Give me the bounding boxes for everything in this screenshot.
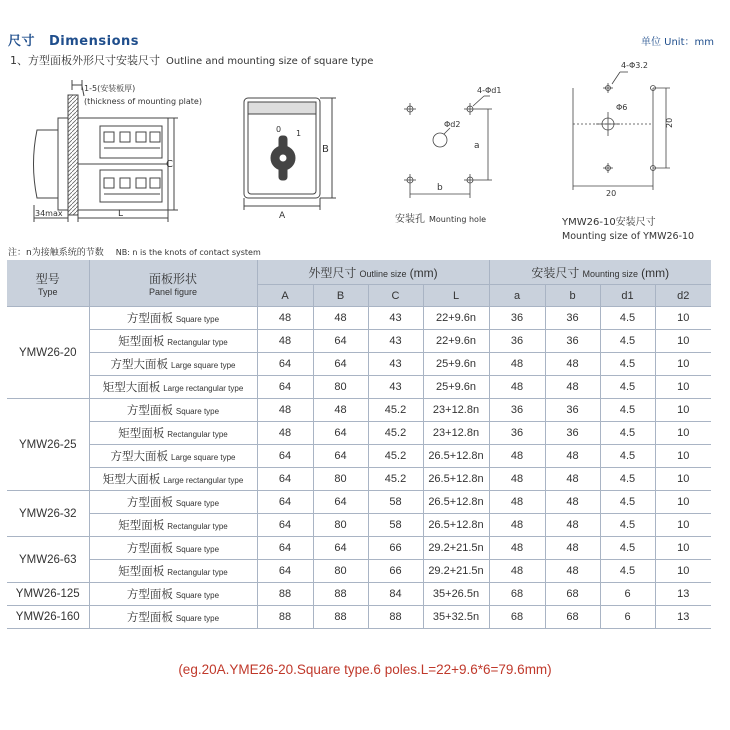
header-outline-cn: 外型尺寸 bbox=[308, 265, 357, 280]
value-cell: 88 bbox=[313, 606, 368, 629]
header-col-d1: d1 bbox=[600, 285, 655, 307]
value-cell: 23+12.8n bbox=[423, 399, 489, 422]
table-row bbox=[7, 537, 711, 560]
title-en: Dimensions bbox=[49, 34, 139, 49]
value-cell: 13 bbox=[655, 583, 711, 606]
panel-cell bbox=[89, 422, 257, 445]
ymw10-caption-2: Mounting size of YMW26-10 bbox=[562, 231, 695, 242]
value-cell: 26.5+12.8n bbox=[423, 514, 489, 537]
panel-cell bbox=[89, 353, 257, 376]
value-cell: 29.2+21.5n bbox=[423, 537, 489, 560]
value-cell: 64 bbox=[313, 445, 368, 468]
value-cell: 64 bbox=[257, 468, 313, 491]
panel-en: Large square type bbox=[171, 361, 236, 370]
panel-cn: 方型面板 bbox=[126, 405, 173, 417]
front-pos-0: 0 bbox=[276, 125, 282, 134]
value-cell: 48 bbox=[545, 514, 600, 537]
table-header-row-1 bbox=[7, 260, 711, 285]
header-col-B: B bbox=[313, 285, 368, 307]
table-row bbox=[7, 491, 711, 514]
value-cell: 48 bbox=[257, 399, 313, 422]
panel-en: Square type bbox=[175, 545, 220, 554]
table-row bbox=[7, 606, 711, 629]
model-cell: YMW26-20 bbox=[7, 307, 89, 399]
value-cell: 64 bbox=[313, 491, 368, 514]
header-type-cn: 型号 bbox=[35, 271, 60, 286]
value-cell: 26.5+12.8n bbox=[423, 468, 489, 491]
value-cell: 48 bbox=[257, 307, 313, 330]
panel-en: Large square type bbox=[171, 453, 236, 462]
front-pos-1: 1 bbox=[296, 129, 302, 138]
dim-l-label: L bbox=[118, 209, 124, 219]
value-cell: 36 bbox=[489, 399, 545, 422]
value-cell: 4.5 bbox=[600, 422, 655, 445]
panel-cell bbox=[89, 468, 257, 491]
plate-thickness-en: (thickness of mounting plate) bbox=[84, 97, 202, 106]
value-cell: 4.5 bbox=[600, 399, 655, 422]
value-cell: 45.2 bbox=[368, 445, 423, 468]
table-row bbox=[7, 307, 711, 330]
dim-c-label: C bbox=[166, 159, 173, 170]
value-cell: 48 bbox=[489, 445, 545, 468]
value-cell: 10 bbox=[655, 445, 711, 468]
value-cell: 26.5+12.8n bbox=[423, 491, 489, 514]
value-cell: 68 bbox=[545, 606, 600, 629]
value-cell: 36 bbox=[489, 307, 545, 330]
panel-cn: 方型面板 bbox=[126, 612, 173, 624]
value-cell: 6 bbox=[600, 606, 655, 629]
hole-d2-label: Φd2 bbox=[444, 120, 461, 129]
table-row bbox=[7, 353, 711, 376]
header-outline-en: Outline size bbox=[359, 268, 407, 279]
value-cell: 64 bbox=[257, 353, 313, 376]
value-cell: 10 bbox=[655, 399, 711, 422]
hole-b-label: b bbox=[437, 183, 443, 193]
panel-cn: 矩型大面板 bbox=[102, 474, 161, 486]
value-cell: 10 bbox=[655, 491, 711, 514]
panel-cell bbox=[89, 376, 257, 399]
table-row bbox=[7, 330, 711, 353]
value-cell: 4.5 bbox=[600, 353, 655, 376]
value-cell: 10 bbox=[655, 376, 711, 399]
value-cell: 25+9.6n bbox=[423, 376, 489, 399]
value-cell: 48 bbox=[545, 491, 600, 514]
panel-en: Square type bbox=[175, 614, 220, 623]
title-cn: 尺寸 bbox=[8, 34, 36, 49]
header-col-a: a bbox=[489, 285, 545, 307]
panel-cell bbox=[89, 606, 257, 629]
value-cell: 22+9.6n bbox=[423, 330, 489, 353]
panel-cell bbox=[89, 583, 257, 606]
value-cell: 36 bbox=[545, 307, 600, 330]
value-cell: 13 bbox=[655, 606, 711, 629]
header-mounting-en: Mounting size bbox=[582, 268, 639, 279]
value-cell: 48 bbox=[489, 468, 545, 491]
value-cell: 80 bbox=[313, 468, 368, 491]
ymw10-d32-label: 4-Φ3.2 bbox=[621, 61, 648, 70]
value-cell: 10 bbox=[655, 537, 711, 560]
value-cell: 64 bbox=[257, 491, 313, 514]
value-cell: 36 bbox=[545, 399, 600, 422]
value-cell: 48 bbox=[257, 422, 313, 445]
panel-en: Square type bbox=[175, 591, 220, 600]
value-cell: 26.5+12.8n bbox=[423, 445, 489, 468]
value-cell: 68 bbox=[545, 583, 600, 606]
value-cell: 48 bbox=[545, 537, 600, 560]
value-cell: 36 bbox=[545, 422, 600, 445]
panel-cn: 方型面板 bbox=[126, 497, 173, 509]
header-col-A: A bbox=[257, 285, 313, 307]
header-panel-en: Panel figure bbox=[148, 286, 198, 297]
panel-en: Large rectangular type bbox=[163, 476, 244, 485]
value-cell: 6 bbox=[600, 583, 655, 606]
ymw26-10-drawing bbox=[573, 72, 670, 190]
value-cell: 88 bbox=[257, 583, 313, 606]
value-cell: 22+9.6n bbox=[423, 307, 489, 330]
value-cell: 35+26.5n bbox=[423, 583, 489, 606]
value-cell: 64 bbox=[257, 537, 313, 560]
header-col-C: C bbox=[368, 285, 423, 307]
value-cell: 48 bbox=[489, 376, 545, 399]
value-cell: 10 bbox=[655, 514, 711, 537]
header-outline-unit: (mm) bbox=[409, 265, 438, 280]
value-cell: 64 bbox=[313, 537, 368, 560]
value-cell: 4.5 bbox=[600, 537, 655, 560]
value-cell: 48 bbox=[489, 491, 545, 514]
dim-a-label: A bbox=[279, 211, 286, 221]
value-cell: 48 bbox=[489, 353, 545, 376]
ymw10-caption-1: YMW26-10安装尺寸 bbox=[562, 217, 656, 228]
ymw10-d6-label: Φ6 bbox=[616, 103, 628, 112]
value-cell: 4.5 bbox=[600, 468, 655, 491]
panel-cell bbox=[89, 330, 257, 353]
model-cell: YMW26-125 bbox=[7, 583, 89, 606]
table-row bbox=[7, 468, 711, 491]
value-cell: 36 bbox=[545, 330, 600, 353]
table-row bbox=[7, 376, 711, 399]
value-cell: 88 bbox=[368, 606, 423, 629]
header-mounting-cn: 安装尺寸 bbox=[531, 265, 580, 280]
table-row bbox=[7, 560, 711, 583]
value-cell: 64 bbox=[257, 376, 313, 399]
header-col-d2: d2 bbox=[655, 285, 711, 307]
value-cell: 4.5 bbox=[600, 330, 655, 353]
panel-cn: 矩型面板 bbox=[118, 428, 165, 440]
value-cell: 4.5 bbox=[600, 376, 655, 399]
value-cell: 4.5 bbox=[600, 514, 655, 537]
value-cell: 10 bbox=[655, 330, 711, 353]
note-cn: 注：n为接触系统的节数 bbox=[8, 248, 104, 258]
value-cell: 10 bbox=[655, 468, 711, 491]
value-cell: 48 bbox=[313, 307, 368, 330]
panel-en: Rectangular type bbox=[167, 338, 228, 347]
value-cell: 48 bbox=[545, 353, 600, 376]
value-cell: 36 bbox=[489, 422, 545, 445]
plate-thickness-cn: 1-5(安装板厚) bbox=[84, 84, 136, 93]
value-cell: 43 bbox=[368, 307, 423, 330]
value-cell: 58 bbox=[368, 514, 423, 537]
panel-cell bbox=[89, 399, 257, 422]
value-cell: 64 bbox=[313, 422, 368, 445]
hole-caption-cn: 安装孔 bbox=[395, 214, 425, 225]
model-cell: YMW26-160 bbox=[7, 606, 89, 629]
value-cell: 48 bbox=[489, 537, 545, 560]
panel-cn: 矩型面板 bbox=[118, 566, 165, 578]
header-panel-cn: 面板形状 bbox=[148, 271, 197, 286]
value-cell: 64 bbox=[257, 560, 313, 583]
spec-table bbox=[7, 260, 711, 629]
value-cell: 25+9.6n bbox=[423, 353, 489, 376]
panel-en: Square type bbox=[175, 315, 220, 324]
value-cell: 4.5 bbox=[600, 491, 655, 514]
table-row bbox=[7, 514, 711, 537]
value-cell: 64 bbox=[313, 330, 368, 353]
panel-cn: 矩型面板 bbox=[118, 336, 165, 348]
header-col-b: b bbox=[545, 285, 600, 307]
table-row bbox=[7, 399, 711, 422]
value-cell: 45.2 bbox=[368, 468, 423, 491]
model-cell: YMW26-25 bbox=[7, 399, 89, 491]
ymw10-dim20-vertical: 20 bbox=[665, 117, 674, 128]
value-cell: 80 bbox=[313, 376, 368, 399]
value-cell: 80 bbox=[313, 560, 368, 583]
panel-cn: 矩型面板 bbox=[118, 520, 165, 532]
value-cell: 48 bbox=[545, 445, 600, 468]
header-col-L: L bbox=[423, 285, 489, 307]
dim-34max-label: 34max bbox=[35, 209, 63, 218]
header-mounting bbox=[489, 260, 711, 285]
hole-caption-en: Mounting hole bbox=[429, 215, 487, 224]
ymw10-dim20-horizontal: 20 bbox=[606, 189, 617, 198]
hole-d1-label: 4-Φd1 bbox=[477, 86, 502, 95]
value-cell: 64 bbox=[313, 353, 368, 376]
model-cell: YMW26-63 bbox=[7, 537, 89, 583]
mounting-hole-caption bbox=[395, 212, 486, 225]
panel-cn: 方型面板 bbox=[126, 589, 173, 601]
value-cell: 45.2 bbox=[368, 399, 423, 422]
value-cell: 48 bbox=[545, 560, 600, 583]
panel-en: Square type bbox=[175, 499, 220, 508]
panel-cn: 方型大面板 bbox=[110, 359, 168, 371]
value-cell: 23+12.8n bbox=[423, 422, 489, 445]
header-outline bbox=[257, 260, 489, 285]
hole-a-label: a bbox=[474, 141, 480, 151]
value-cell: 48 bbox=[313, 399, 368, 422]
header-mounting-unit: (mm) bbox=[641, 265, 670, 280]
panel-cn: 矩型大面板 bbox=[102, 382, 161, 394]
header-type bbox=[7, 260, 89, 307]
value-cell: 48 bbox=[489, 514, 545, 537]
table-row bbox=[7, 422, 711, 445]
value-cell: 10 bbox=[655, 560, 711, 583]
value-cell: 66 bbox=[368, 537, 423, 560]
value-cell: 48 bbox=[489, 560, 545, 583]
value-cell: 43 bbox=[368, 353, 423, 376]
note bbox=[8, 245, 261, 258]
value-cell: 68 bbox=[489, 606, 545, 629]
value-cell: 88 bbox=[313, 583, 368, 606]
value-cell: 29.2+21.5n bbox=[423, 560, 489, 583]
value-cell: 43 bbox=[368, 330, 423, 353]
panel-cn: 方型面板 bbox=[126, 543, 173, 555]
panel-en: Rectangular type bbox=[167, 522, 228, 531]
value-cell: 64 bbox=[257, 445, 313, 468]
example-calculation: (eg.20A.YME26-20.Square type.6 poles.L=22+9.6*6=79.6mm) bbox=[178, 662, 552, 677]
spec-table-body bbox=[7, 307, 711, 629]
subtitle-en: Outline and mounting size of square type bbox=[166, 56, 374, 67]
value-cell: 88 bbox=[257, 606, 313, 629]
panel-cell bbox=[89, 537, 257, 560]
value-cell: 48 bbox=[257, 330, 313, 353]
technical-drawings bbox=[0, 0, 730, 258]
panel-cell bbox=[89, 560, 257, 583]
panel-en: Rectangular type bbox=[167, 430, 228, 439]
value-cell: 36 bbox=[489, 330, 545, 353]
panel-cn: 方型面板 bbox=[126, 313, 173, 325]
value-cell: 84 bbox=[368, 583, 423, 606]
value-cell: 10 bbox=[655, 422, 711, 445]
note-en: NB: n is the knots of contact system bbox=[115, 248, 261, 257]
panel-en: Large rectangular type bbox=[163, 384, 244, 393]
table-row bbox=[7, 583, 711, 606]
subtitle-cn: 1、方型面板外形尺寸安装尺寸 bbox=[10, 54, 160, 67]
value-cell: 10 bbox=[655, 353, 711, 376]
value-cell: 48 bbox=[545, 468, 600, 491]
value-cell: 4.5 bbox=[600, 445, 655, 468]
panel-cell bbox=[89, 307, 257, 330]
dim-b-label: B bbox=[322, 144, 329, 155]
header-type-en: Type bbox=[37, 286, 58, 297]
panel-cell bbox=[89, 491, 257, 514]
value-cell: 35+32.5n bbox=[423, 606, 489, 629]
panel-cell bbox=[89, 514, 257, 537]
value-cell: 4.5 bbox=[600, 307, 655, 330]
panel-cell bbox=[89, 445, 257, 468]
table-row bbox=[7, 445, 711, 468]
value-cell: 64 bbox=[257, 514, 313, 537]
value-cell: 68 bbox=[489, 583, 545, 606]
unit-label: 单位 Unit：mm bbox=[640, 37, 714, 48]
value-cell: 4.5 bbox=[600, 560, 655, 583]
panel-en: Rectangular type bbox=[167, 568, 228, 577]
model-cell: YMW26-32 bbox=[7, 491, 89, 537]
value-cell: 10 bbox=[655, 307, 711, 330]
value-cell: 66 bbox=[368, 560, 423, 583]
value-cell: 45.2 bbox=[368, 422, 423, 445]
value-cell: 58 bbox=[368, 491, 423, 514]
header-panel bbox=[89, 260, 257, 307]
panel-cn: 方型大面板 bbox=[110, 451, 168, 463]
value-cell: 48 bbox=[545, 376, 600, 399]
value-cell: 80 bbox=[313, 514, 368, 537]
value-cell: 43 bbox=[368, 376, 423, 399]
panel-en: Square type bbox=[175, 407, 220, 416]
